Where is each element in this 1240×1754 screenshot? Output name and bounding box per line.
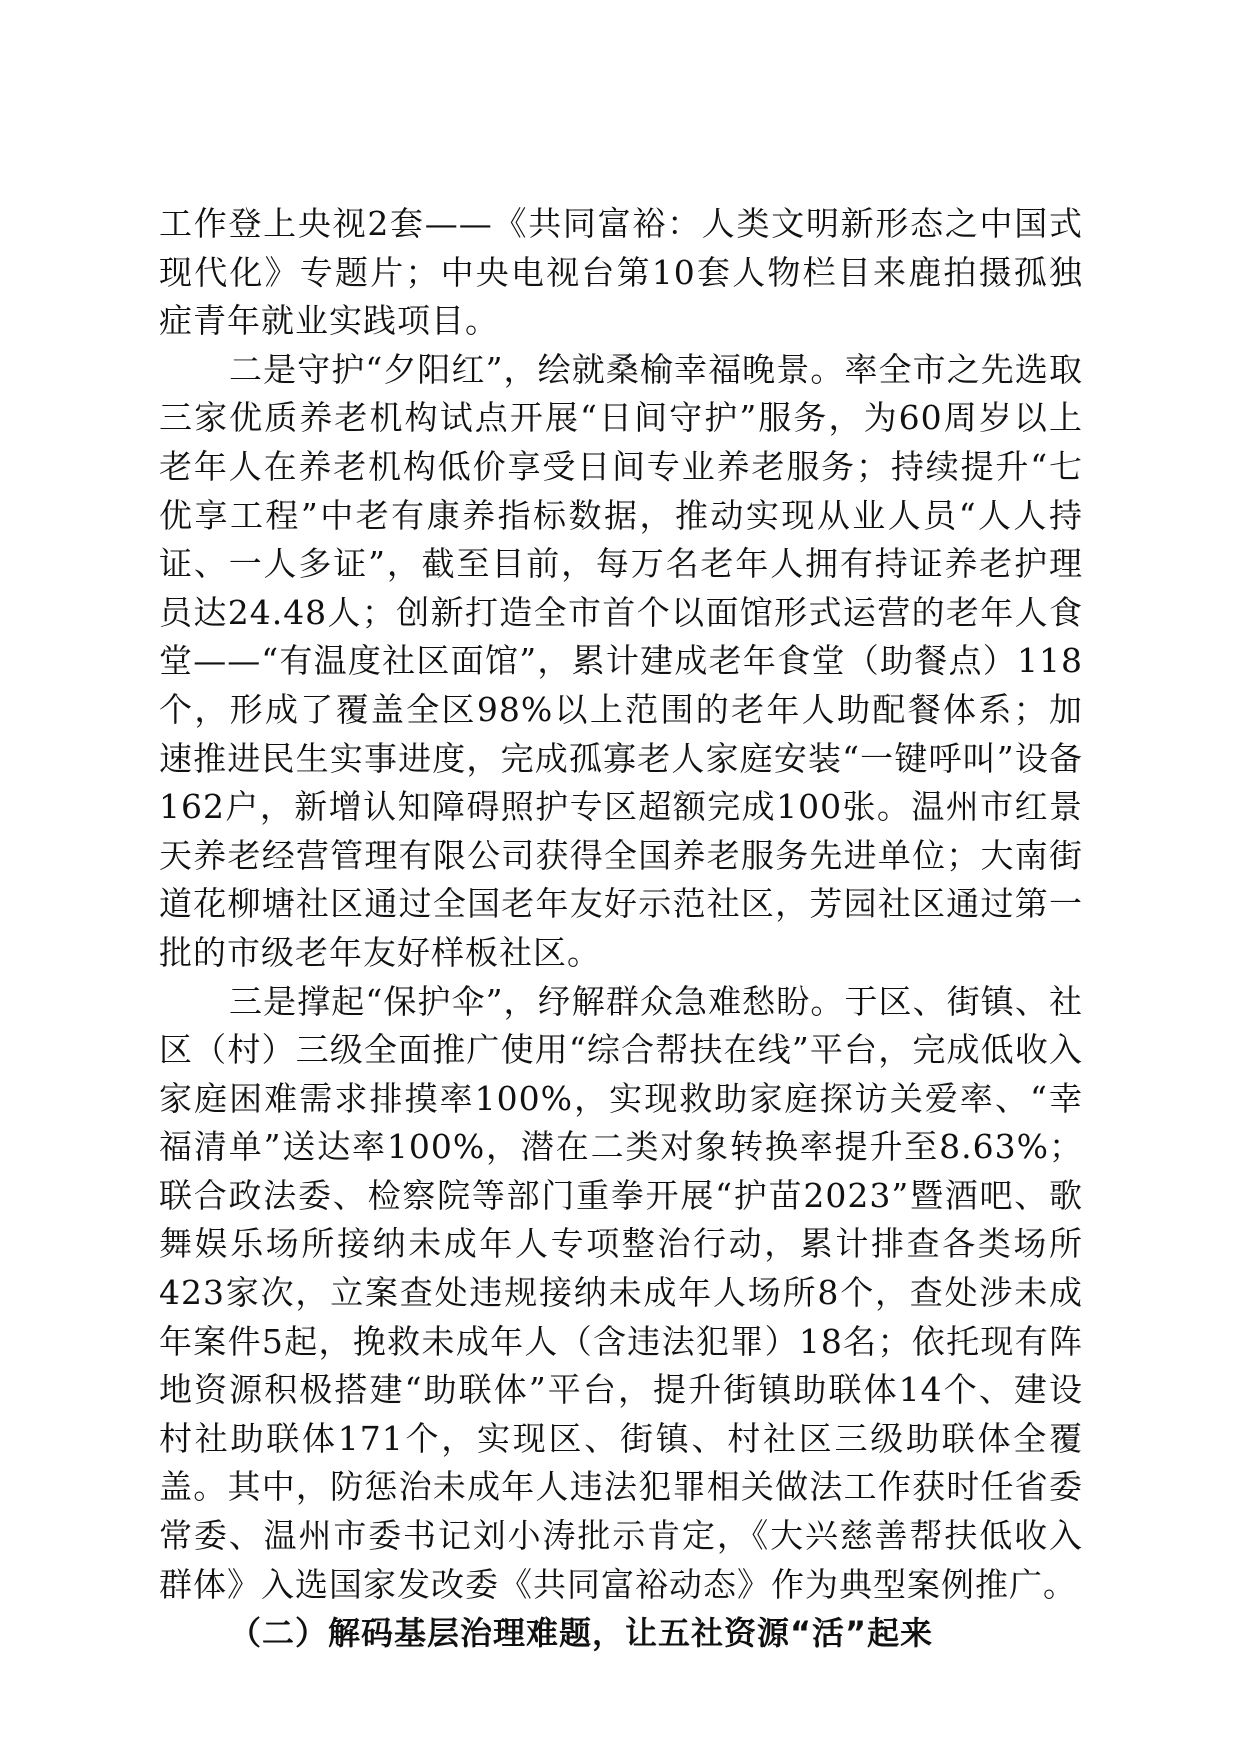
paragraph-elderly-care: 二是守护“夕阳红”，绘就桑榆幸福晚景。率全市之先选取三家优质养老机构试点开展“日间守护”服务，为60周岁以上老年人在养老机构低价享受日间专业养老服务；持续提升“七优享工程”中老有康养指标数据，推动实现从业人员“人人持证、一人多证”，截至目前，每万名老年人拥有持证养老护理员达24.48人；创新打造全市首个以面馆形式运营的老年人食堂——“有温度社区面馆”，累计建成老年食堂（助餐点）118个，形成了覆盖全区98%以上范围的老年人助配餐体系；加速推进民生实事进度，完成孤寡老人家庭安装“一键呼叫”设备162户，新增认知障碍照护专区超额完成100张。温州市红景天养老经营管理有限公司获得全国养老服务先进单位；大南街道花柳塘社区通过全国老年友好示范社区，芳园社区通过第一批的市级老年友好样板社区。: [159, 349, 1083, 972]
document-body: [159, 200, 1083, 1658]
paragraph-continuation: 工作登上央视2套——《共同富裕：人类文明新形态之中国式现代化》专题片；中央电视台第10套人物栏目来鹿拍摄孤独症青年就业实践项目。: [159, 204, 1083, 341]
section-heading: （二）解码基层治理难题，让五社资源“活”起来: [229, 1614, 934, 1653]
paragraph-protection: 三是撑起“保护伞”，纾解群众急难愁盼。于区、街镇、社区（村）三级全面推广使用“综合帮扶在线”平台，完成低收入家庭困难需求排摸率100%，实现救助家庭探访关爱率、“幸福清单”送达率100%，潜在二类对象转换率提升至8.63%；联合政法委、检察院等部门重拳开展“护苗2023”暨酒吧、歌舞娱乐场所接纳未成年人专项整治行动，累计排查各类场所423家次，立案查处违规接纳未成年人场所8个，查处涉未成年案件5起，挽救未成年人（含违法犯罪）18名；依托现有阵地资源积极搭建“助联体”平台，提升街镇助联体14个、建设村社助联体171个，实现区、街镇、村社区三级助联体全覆盖。其中，防惩治未成年人违法犯罪相关做法工作获时任省委常委、温州市委书记刘小涛批示肯定，《大兴慈善帮扶低收入群体》入选国家发改委《共同富裕动态》作为典型案例推广。: [159, 981, 1083, 1604]
